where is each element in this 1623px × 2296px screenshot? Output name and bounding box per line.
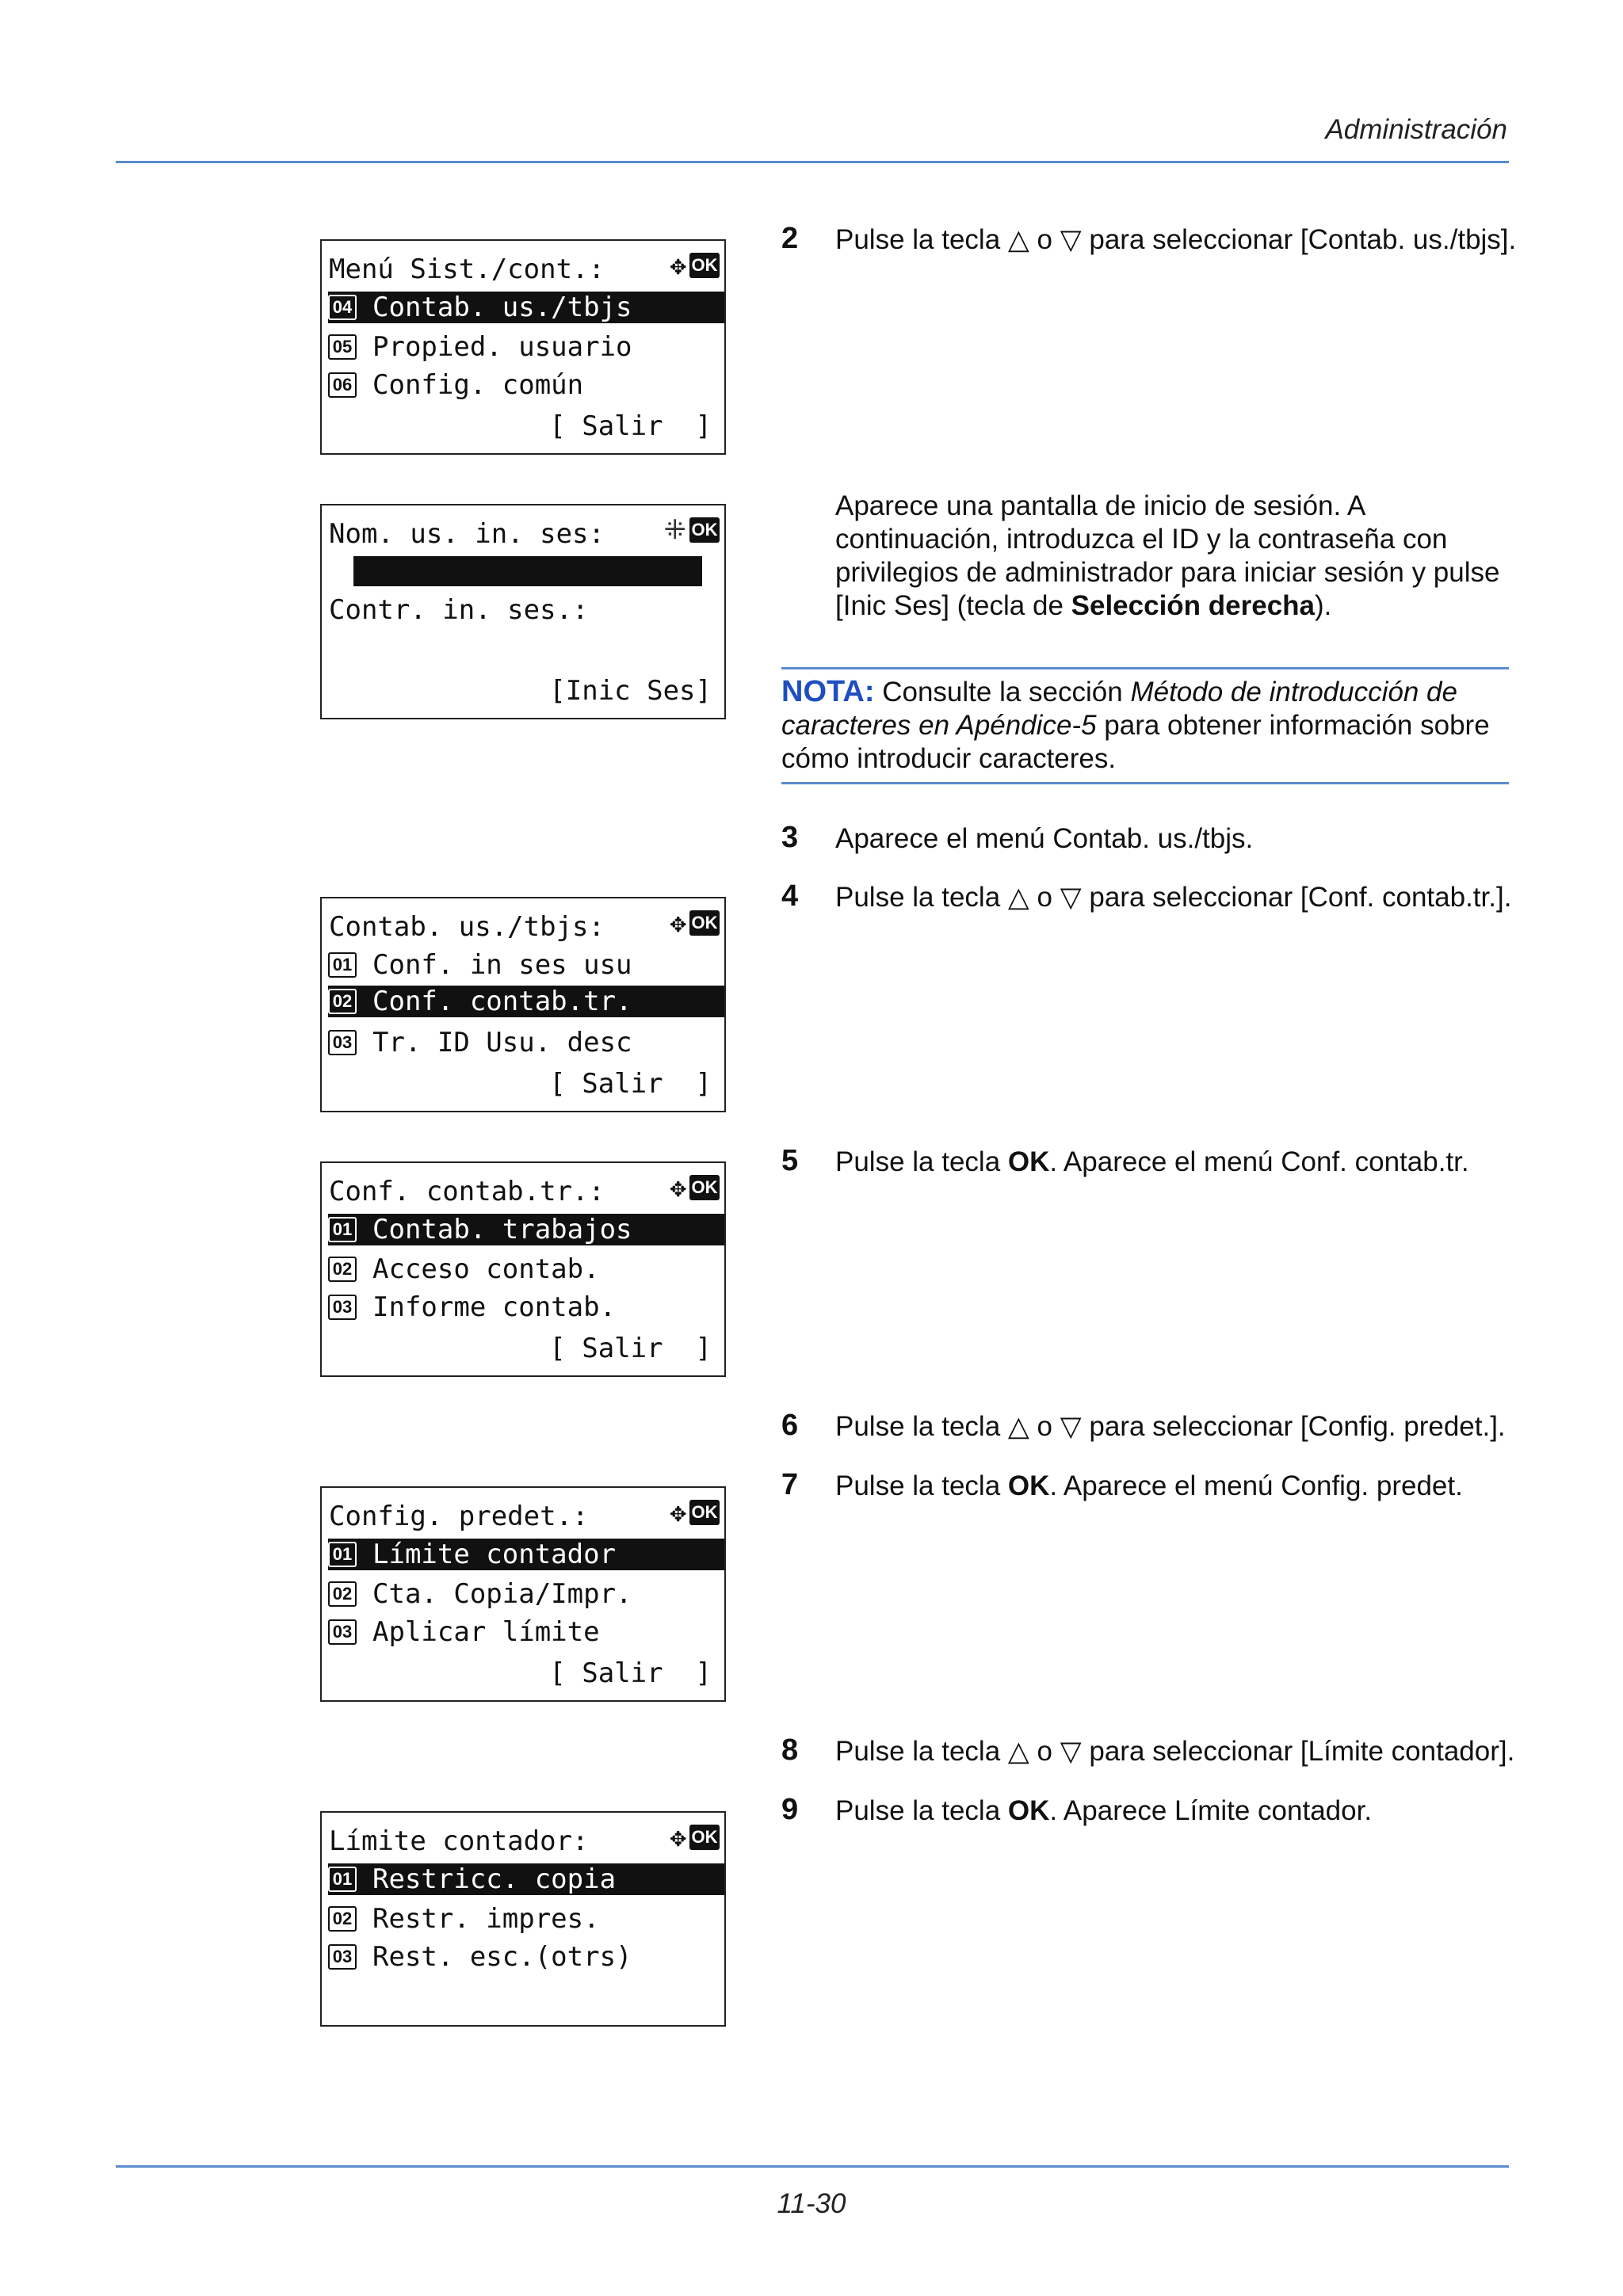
lcd-title: Conf. contab.tr.: (329, 1176, 605, 1207)
lcd-screen-conf-contab (320, 1161, 726, 1377)
step-number: 5 (781, 1144, 799, 1177)
item-number-icon: 02 (328, 1906, 357, 1932)
item-number-icon: 03 (328, 1944, 357, 1970)
item-number-icon: 02 (328, 989, 357, 1014)
lcd-row (328, 1903, 724, 1935)
ok-key-name: OK (1007, 1146, 1050, 1177)
lcd-screen-login (320, 504, 726, 719)
lcd-exit-softkey: [ Salir ] (549, 1333, 712, 1364)
page-number: 11-30 (777, 2188, 846, 2219)
lcd-exit-softkey: [ Salir ] (549, 1068, 712, 1100)
lcd-exit-softkey: [ Salir ] (549, 410, 712, 442)
ok-key-name: OK (1007, 1470, 1050, 1501)
lcd-row-selected (328, 986, 724, 1017)
lcd-screen-config-predet (320, 1486, 726, 1702)
note-label: NOTA: (781, 675, 875, 708)
lcd-row-label: Rest. esc.(otrs) (372, 1941, 632, 1973)
ok-key-icon: OK (689, 910, 720, 936)
ok-key-icon: OK (689, 1825, 720, 1850)
step-text-a: Pulse la tecla (835, 1146, 1008, 1177)
item-number-icon: 06 (328, 372, 357, 398)
lcd-row (328, 1027, 724, 1058)
login-key-name: Selección derecha (1071, 590, 1316, 621)
item-number-icon: 02 (328, 1257, 357, 1282)
ok-key-icon: OK (689, 253, 720, 278)
lcd-row-label: Conf. contab.tr. (372, 986, 632, 1017)
step-text (835, 1470, 1517, 1503)
lcd-row-label: Config. común (372, 369, 584, 401)
step-text: Aparece el menú Contab. us./tbjs. (835, 823, 1254, 854)
lcd-password-label: Contr. in. ses.: (329, 594, 589, 626)
note-text-end: para obtener información sobre cómo introducir caracteres. (781, 710, 1490, 774)
lcd-title: Menú Sist./cont.: (329, 254, 605, 285)
section-title: Administración (1325, 114, 1507, 145)
lcd-title-icons (670, 1821, 720, 1853)
step-text-c: . Aparece el menú Config. predet. (1049, 1470, 1463, 1501)
lcd-row-label: Contab. trabajos (372, 1214, 632, 1245)
lcd-title-icons (670, 907, 720, 939)
item-number-icon: 03 (328, 1295, 357, 1320)
login-name-field (353, 556, 702, 586)
dpad-icon: ✥ (670, 250, 686, 281)
item-number-icon: 01 (328, 952, 357, 978)
lcd-row (328, 1291, 724, 1323)
lcd-screen-contab (320, 897, 726, 1112)
step-number: 6 (781, 1409, 799, 1442)
dpad-icon: ✥ (670, 907, 686, 939)
login-text: Aparece una pantalla de inicio de sesión. A continuación, introduzca el ID y la contraseña con privilegios de administrador para iniciar sesión y pulse [Inic Ses] (tecla de (835, 490, 1500, 621)
lcd-row (328, 949, 724, 981)
step-text-c: . Aparece Límite contador. (1049, 1795, 1373, 1826)
step-number: 2 (781, 222, 799, 255)
item-number-icon: 03 (328, 1619, 357, 1645)
lcd-row-label: Informe contab. (372, 1291, 617, 1323)
lcd-row-selected (328, 1539, 724, 1570)
step-text (835, 1146, 1517, 1179)
lcd-row-label: Cta. Copia/Impr. (372, 1578, 632, 1610)
note-reference: Método de introducción de caracteres en Apéndice-5 (781, 677, 1457, 741)
lcd-row (328, 1941, 724, 1973)
note-text: Consulte la sección (874, 677, 1131, 707)
step-text: Pulse la tecla △ o ▽ para seleccionar [Config. predet.]. (835, 1411, 1506, 1442)
lcd-row-label: Acceso contab. (372, 1253, 600, 1285)
header-rule (116, 161, 1509, 163)
item-number-icon: 01 (328, 1542, 357, 1567)
lcd-row-label: Aplicar límite (372, 1616, 600, 1648)
lcd-screen-limite (320, 1811, 726, 2027)
lcd-row-label: Contab. us./tbjs (372, 292, 632, 323)
lcd-title-icons (670, 1499, 720, 1526)
item-number-icon: 05 (328, 334, 357, 360)
note-rule-top (781, 667, 1509, 669)
note (781, 675, 1509, 776)
lcd-row-selected (328, 292, 724, 323)
dpad-icon: ✥ (670, 1821, 686, 1853)
step-number: 7 (781, 1468, 799, 1501)
lcd-title-icons (663, 514, 720, 546)
lcd-row-label: Restricc. copia (372, 1863, 617, 1895)
step-number: 3 (781, 821, 799, 854)
lcd-login-softkey: [Inic Ses] (549, 675, 712, 707)
lcd-row-selected (328, 1863, 724, 1895)
ok-key-icon: OK (689, 1500, 720, 1525)
dpad-dotted-icon: ⁜ (663, 514, 686, 546)
ok-key-name: OK (1007, 1795, 1050, 1826)
lcd-row (328, 1616, 724, 1648)
footer-rule (116, 2165, 1509, 2168)
login-instructions (835, 490, 1509, 623)
lcd-title: Config. predet.: (329, 1501, 589, 1532)
step-text-a: Pulse la tecla (835, 1795, 1008, 1826)
step-text-a: Pulse la tecla (835, 1470, 1008, 1501)
item-number-icon: 02 (328, 1581, 357, 1607)
lcd-row-label: Restr. impres. (372, 1903, 600, 1935)
item-number-icon: 01 (328, 1217, 357, 1242)
step-text: Pulse la tecla △ o ▽ para seleccionar [Contab. us./tbjs]. (835, 224, 1517, 255)
lcd-title-icons (670, 252, 720, 279)
ok-key-icon: OK (689, 517, 720, 543)
item-number-icon: 04 (328, 295, 357, 320)
lcd-row (328, 1253, 724, 1285)
item-number-icon: 03 (328, 1030, 357, 1055)
lcd-row-label: Límite contador (372, 1539, 617, 1570)
step-text: Pulse la tecla △ o ▽ para seleccionar [Conf. contab.tr.]. (835, 882, 1512, 913)
step-number: 9 (781, 1793, 799, 1826)
lcd-row (328, 1578, 724, 1610)
lcd-title: Contab. us./tbjs: (329, 911, 605, 943)
lcd-exit-softkey: [ Salir ] (549, 1657, 712, 1689)
login-text-end: ). (1315, 590, 1332, 621)
step-number: 8 (781, 1733, 799, 1767)
step-text-c: . Aparece el menú Conf. contab.tr. (1049, 1146, 1469, 1177)
lcd-title-icons (670, 1174, 720, 1201)
lcd-row-selected (328, 1214, 724, 1245)
step-text: Pulse la tecla △ o ▽ para seleccionar [Límite contador]. (835, 1736, 1515, 1767)
lcd-row-label: Conf. in ses usu (372, 949, 632, 981)
lcd-row-label: Tr. ID Usu. desc (372, 1027, 632, 1058)
lcd-row (328, 369, 724, 401)
lcd-title: Límite contador: (329, 1825, 589, 1857)
lcd-row-label: Propied. usuario (372, 331, 632, 363)
dpad-icon: ✥ (670, 1172, 686, 1203)
note-rule-bottom (781, 782, 1509, 784)
lcd-screen-menu-sist (320, 239, 726, 455)
step-text (835, 1794, 1517, 1828)
dpad-icon: ✥ (670, 1497, 686, 1528)
lcd-row (328, 331, 724, 363)
ok-key-icon: OK (689, 1175, 720, 1200)
item-number-icon: 01 (328, 1867, 357, 1892)
step-number: 4 (781, 879, 799, 913)
lcd-title: Nom. us. in. ses: (329, 518, 605, 550)
